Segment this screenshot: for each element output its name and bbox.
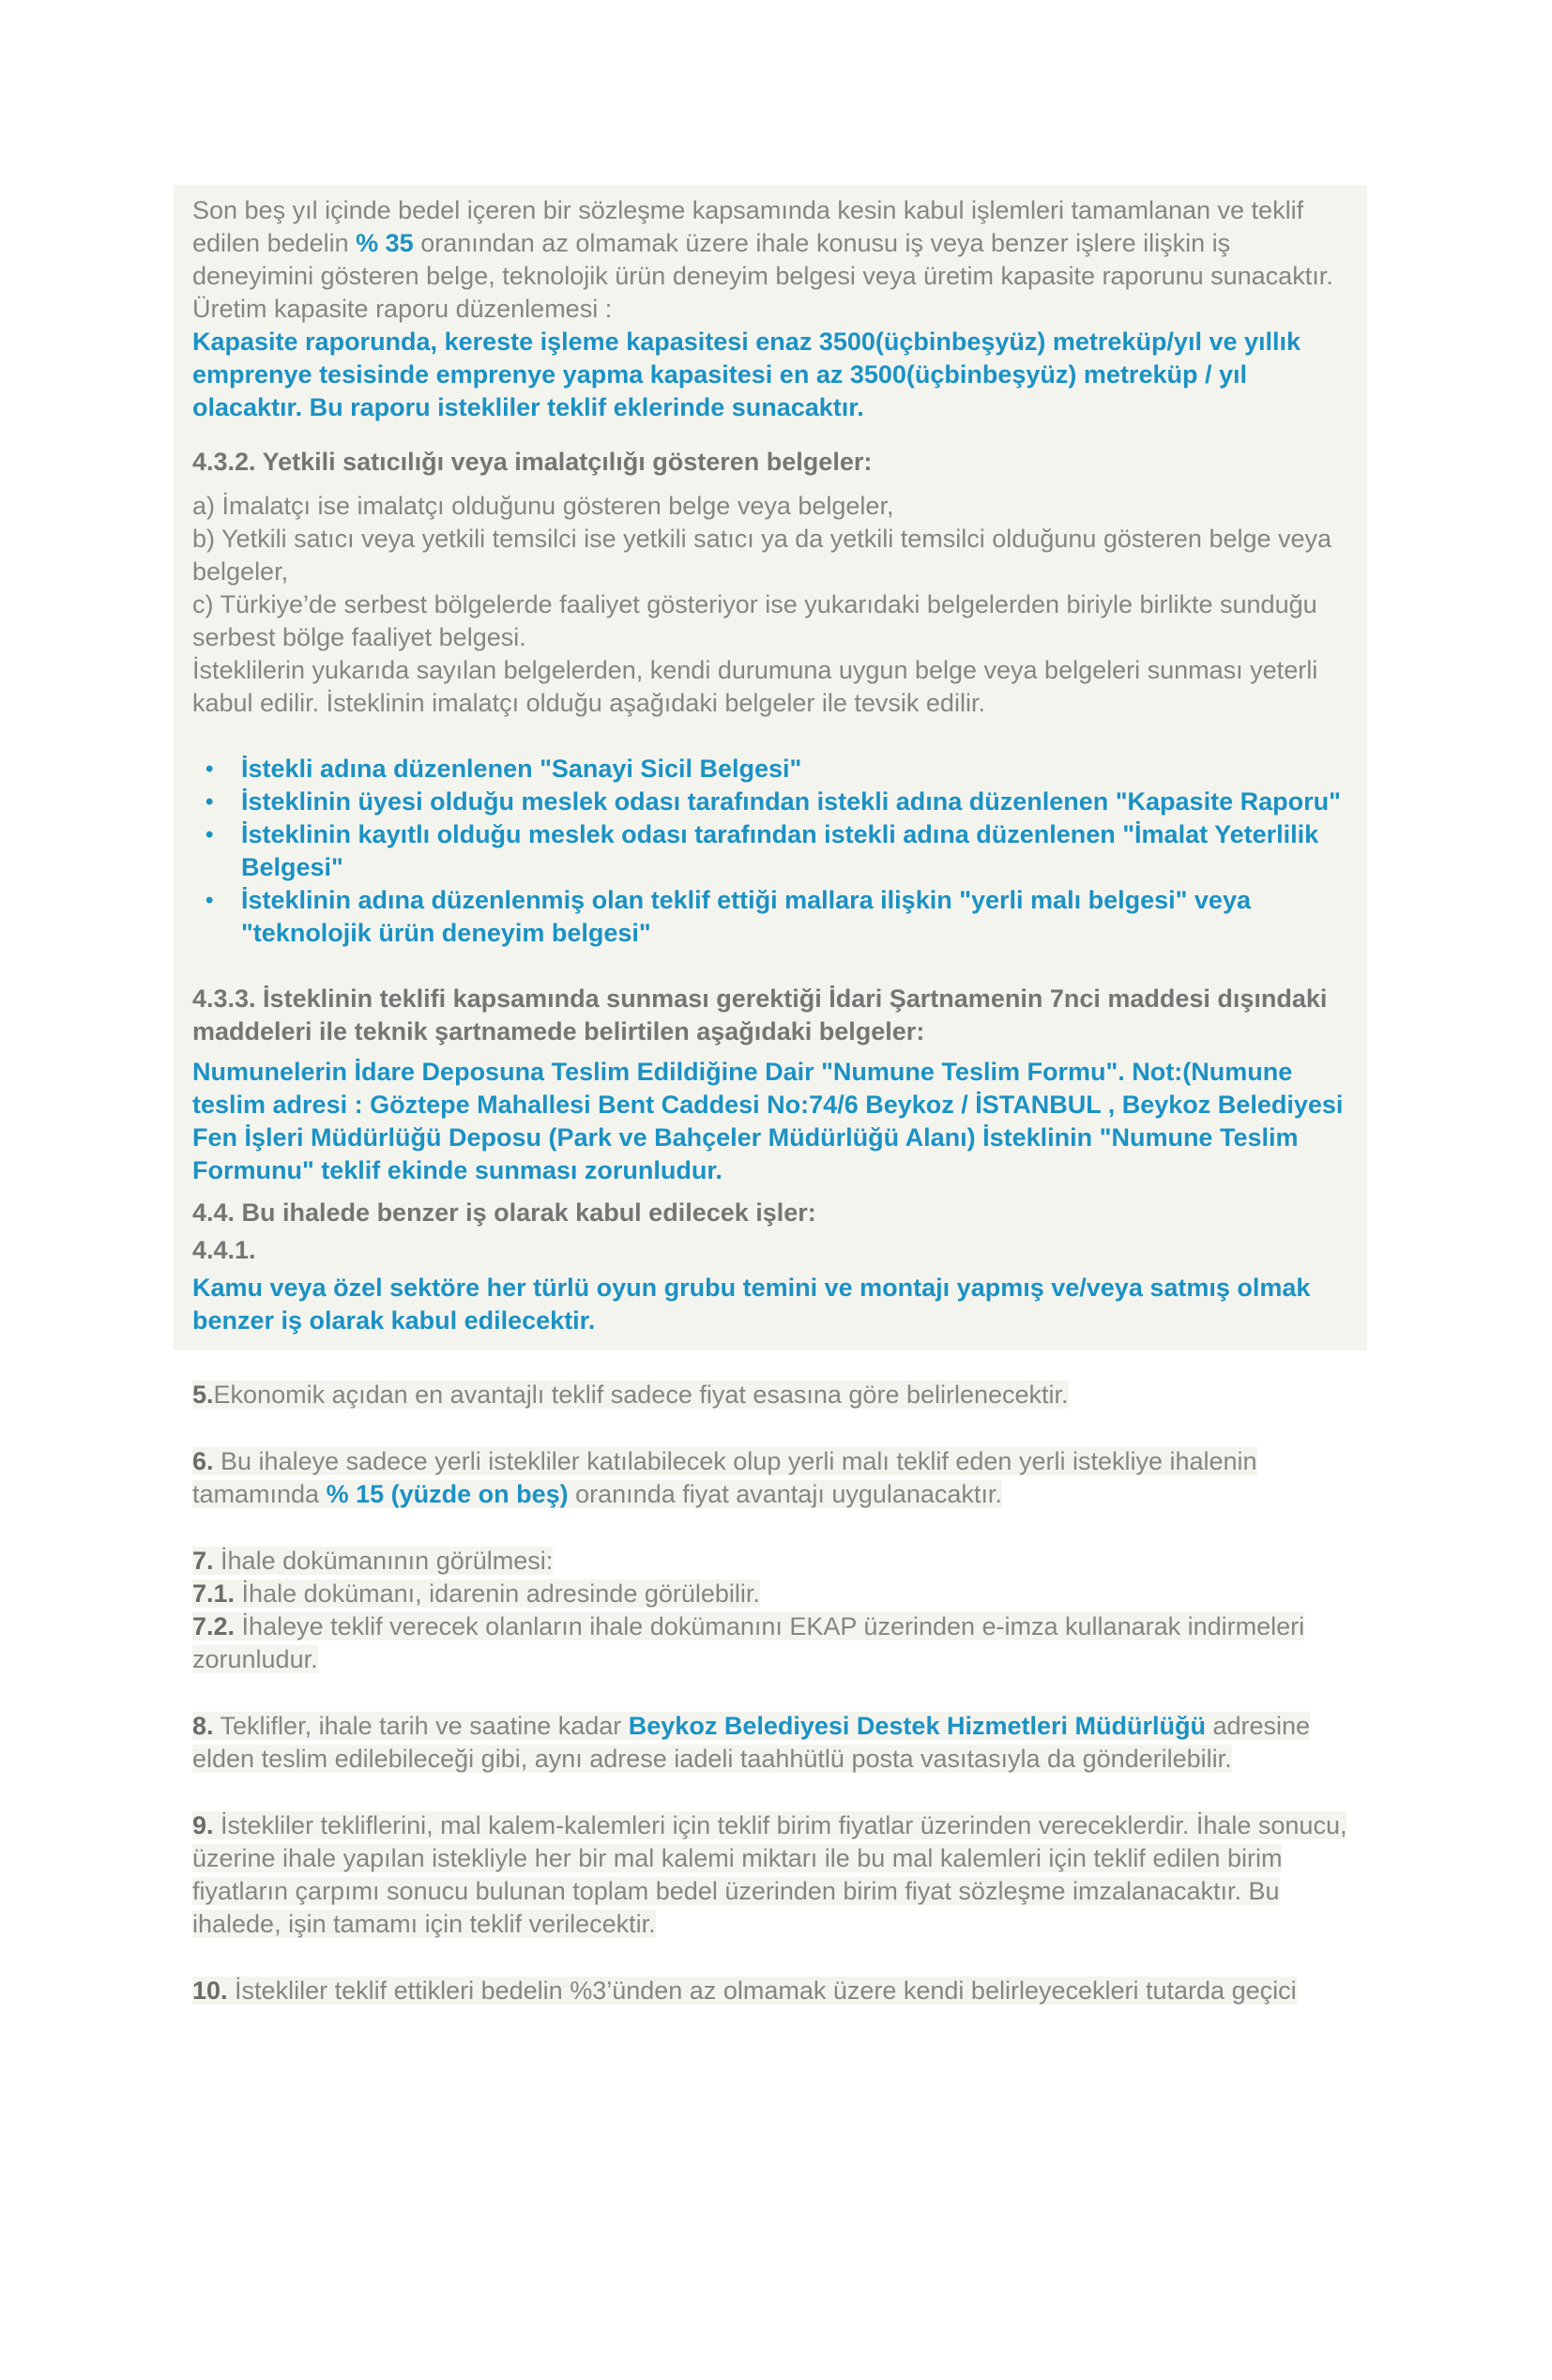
- item-7-text: İhale dokümanının görülmesi:: [213, 1547, 554, 1575]
- dealer-line-a: a) İmalatçı ise imalatçı olduğunu gösteren belge veya belgeler,: [192, 492, 894, 520]
- item-6-text-post: oranında fiyat avantajı uygulanacaktır.: [568, 1480, 1002, 1508]
- section-433-heading: 4.3.3. İsteklinin teklifi kapsamında sunması gerektiği İdari Şartnamenin 7nci maddesi dışındaki maddeleri ile teknik şartnamede belirtilen aşağıdaki belgeler:: [192, 984, 1328, 1045]
- item-9-number: 9.: [192, 1811, 214, 1839]
- item-9: [192, 1809, 1358, 1941]
- item-8: [192, 1710, 1358, 1776]
- dealer-line-b: b) Yetkili satıcı veya yetkili temsilci ise yetkili satıcı ya da yetkili temsilci olduğunu gösteren belge veya belgeler,: [192, 525, 1332, 586]
- item-10: [192, 1975, 1358, 2007]
- list-item: [192, 753, 1358, 786]
- list-item: [192, 818, 1358, 884]
- dealer-line-c: c) Türkiye’de serbest bölgelerde faaliyet gösteriyor ise yukarıdaki belgelerden biriyle birlikte sunduğu serbest bölge faaliyet belgesi.: [192, 590, 1317, 651]
- item-7-number: 7.: [192, 1547, 214, 1575]
- item-8-text-post: adresine elden teslim edilebileceği gibi, aynı adrese iadeli taahhütlü posta vasıtasıyla da gönderilebilir.: [192, 1712, 1311, 1773]
- item-7-1: [192, 1578, 1358, 1610]
- item-8-text-pre: Teklifler, ihale tarih ve saatine kadar: [213, 1712, 629, 1740]
- manufacturer-documents-list: [192, 753, 1358, 950]
- qualification-box: [174, 185, 1367, 1350]
- bullet-icon: •: [205, 789, 214, 815]
- dealer-line-note: İsteklilerin yukarıda sayılan belgelerden, kendi durumuna uygun belge veya belgeleri sunması yeterli kabul edilir. İsteklinin imalatçı olduğu aşağıdaki belgeler ile tevsik edilir.: [192, 656, 1318, 717]
- item-7: [192, 1545, 1358, 1578]
- paragraph-similar-work: Kamu veya özel sektöre her türlü oyun grubu temini ve montajı yapmış ve/veya satmış olmak benzer iş olarak kabul edilecektir.: [192, 1274, 1311, 1335]
- tender-document: [0, 185, 1552, 2007]
- experience-text-pre: Son beş yıl içinde bedel içeren bir sözleşme kapsamında kesin kabul işlemleri tamamlanan ve teklif edilen bedelin: [192, 196, 1304, 257]
- item-6-text-pre: Bu ihaleye sadece yerli istekliler katılabilecek olup yerli malı teklif eden yerli istekliye ihalenin tamamında: [192, 1447, 1257, 1508]
- section-44-heading: 4.4. Bu ihalede benzer iş olarak kabul edilecek işler:: [192, 1198, 816, 1227]
- item-7-group: [192, 1545, 1358, 1676]
- paragraph-sample-delivery: Numunelerin İdare Deposuna Teslim Edildiğine Dair "Numune Teslim Formu". Not:(Numune teslim adresi : Göztepe Mahallesi Bent Caddesi No:74/6 Beykoz / İSTANBUL , Beykoz Belediyesi Fen İşleri Müdürlüğü Deposu (Park ve Bahçeler Müdürlüğü Alanı) İsteklinin "Numune Teslim Formunu" teklif ekinde sunması zorunludur.: [192, 1058, 1344, 1184]
- paragraph-dealer-manufacturer: [192, 490, 1358, 720]
- item-8-number: 8.: [192, 1712, 214, 1740]
- item-6: [192, 1445, 1358, 1511]
- item-7-2-number: 7.2.: [192, 1612, 236, 1640]
- item-7-2: [192, 1610, 1358, 1676]
- list-item-text: İsteklinin kayıtlı olduğu meslek odası tarafından istekli adına düzenlenen "İmalat Yeterlilik Belgesi": [241, 820, 1319, 881]
- item-10-number: 10.: [192, 1976, 228, 2005]
- paragraph-capacity-intro: Üretim kapasite raporu düzenlemesi :: [192, 295, 613, 323]
- bullet-icon: •: [205, 756, 214, 782]
- list-item-text: İstekli adına düzenlenen "Sanayi Sicil Belgesi": [241, 755, 802, 783]
- experience-text-post: oranından az olmamak üzere ihale konusu iş veya benzer işlere ilişkin iş deneyimini gösteren belge, teknolojik ürün deneyim belgesi veya üretim kapasite raporunu sunacaktır.: [192, 229, 1333, 290]
- item-7-1-text: İhale dokümanı, idarenin adresinde görülebilir.: [235, 1579, 760, 1608]
- item-10-text: İstekliler teklif ettikleri bedelin %3’ünden az olmamak üzere kendi belirleyecekleri tutarda geçici: [227, 1976, 1297, 2005]
- item-9-text: İstekliler tekliflerini, mal kalem-kalemleri için teklif birim fiyatlar üzerinden vereceklerdir. İhale sonucu, üzerine ihale yapılan istekliyle her bir mal kalemi miktarı ile bu mal kalemleri için teklif edilen birim fiyatların çarpımı sonucu bulunan toplam bedel üzerinden birim fiyat sözleşme imzalanacaktır. Bu ihalede, işin tamamı için teklif verilecektir.: [192, 1811, 1347, 1938]
- item-5-text: Ekonomik açıdan en avantajlı teklif sadece fiyat esasına göre belirlenecektir.: [213, 1381, 1069, 1409]
- experience-ratio: % 35: [356, 229, 414, 257]
- list-item-text: İsteklinin üyesi olduğu meslek odası tarafından istekli adına düzenlenen "Kapasite Raporu": [241, 787, 1341, 816]
- list-item: [192, 884, 1358, 950]
- item-6-number: 6.: [192, 1447, 214, 1475]
- item-5: [192, 1379, 1358, 1411]
- item-6-advantage: % 15 (yüzde on beş): [326, 1480, 569, 1508]
- section-441-heading: 4.4.1.: [192, 1236, 256, 1264]
- section-432-heading: 4.3.2. Yetkili satıcılığı veya imalatçılığı gösteren belgeler:: [192, 448, 873, 476]
- item-8-address: Beykoz Belediyesi Destek Hizmetleri Müdürlüğü: [628, 1712, 1206, 1740]
- paragraph-experience: [192, 194, 1358, 293]
- bullet-icon: •: [205, 888, 214, 913]
- bullet-icon: •: [205, 822, 214, 847]
- list-item-text: İsteklinin adına düzenlenmiş olan teklif ettiği mallara ilişkin "yerli malı belgesi" veya "teknolojik ürün deneyim belgesi": [241, 886, 1251, 947]
- paragraph-capacity-requirement: Kapasite raporunda, kereste işleme kapasitesi enaz 3500(üçbinbeşyüz) metreküp/yıl ve yıllık emprenye tesisinde emprenye yapma kapasitesi en az 3500(üçbinbeşyüz) metreküp / yıl olacaktır. Bu raporu istekliler teklif eklerinde sunacaktır.: [192, 328, 1301, 421]
- page: [0, 185, 1552, 2380]
- list-item: [192, 786, 1358, 818]
- general-provisions: [174, 1379, 1367, 2007]
- item-7-2-text: İhaleye teklif verecek olanların ihale dokümanını EKAP üzerinden e-imza kullanarak indirmeleri zorunludur.: [192, 1612, 1305, 1673]
- item-5-number: 5.: [192, 1381, 214, 1409]
- item-7-1-number: 7.1.: [192, 1579, 236, 1608]
